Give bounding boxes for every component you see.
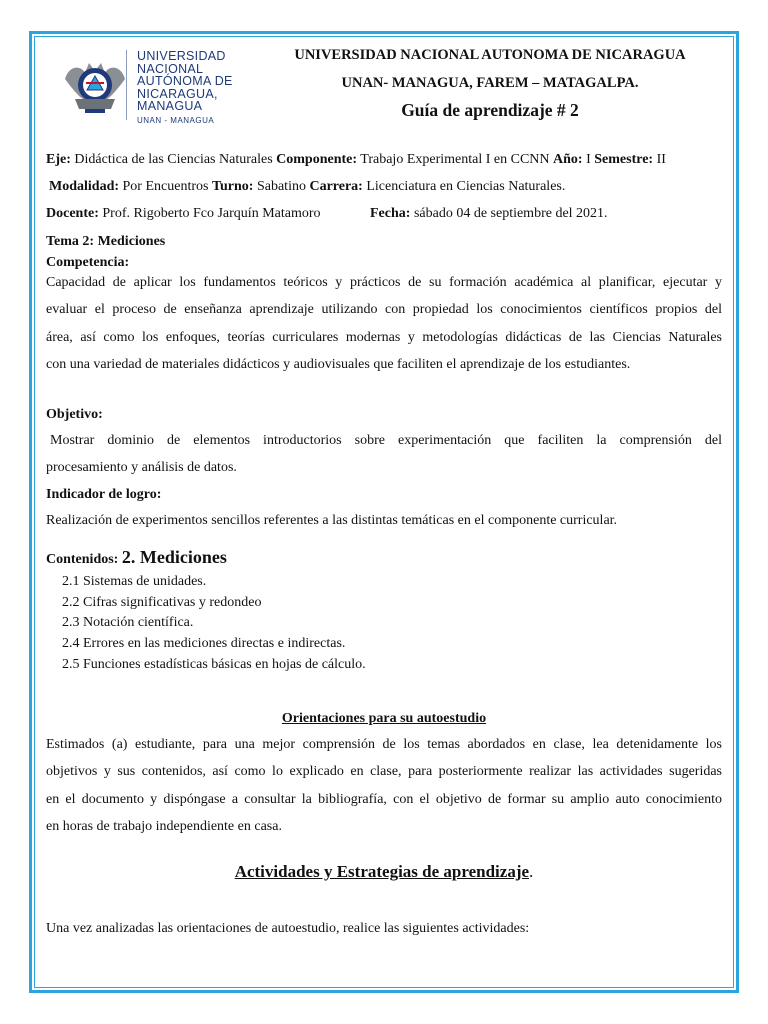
logo-line-5: MANAGUA xyxy=(137,99,203,113)
semestre-label: Semestre: xyxy=(594,152,654,167)
objetivo-paragraph xyxy=(46,427,722,482)
turno-label: Turno: xyxy=(211,179,254,194)
modalidad-value: Por Encuentros xyxy=(119,179,212,194)
competencia-label: Competencia: xyxy=(46,255,130,270)
logo-line-4: NICARAGUA, xyxy=(137,86,218,101)
componente-label: Componente: xyxy=(276,152,358,167)
orientaciones-title: Orientaciones para su autoestudio xyxy=(281,711,487,726)
competencia-line-2: evaluar el proceso de enseñanza aprendizaje utilizando con propiedad los conocimientos científicos propios del xyxy=(46,302,722,318)
competencia-paragraph xyxy=(46,269,722,378)
indicador-text: Realización de experimentos sencillos referentes a las distintas temáticas en el componente curricular. xyxy=(46,513,618,528)
competencia-line-3: área, así como los enfoques, teorías curriculares modernas y metodologías didácticas de las Ciencias Naturales xyxy=(46,329,722,345)
logo-line-3: AUTÓNOMA DE xyxy=(137,74,233,88)
contenidos-heading xyxy=(46,547,227,568)
meta-line-2 xyxy=(49,179,565,195)
actividades-title: Actividades y Estrategias de aprendizaje xyxy=(234,862,530,881)
objetivo-line-2: procesamiento y análisis de datos. xyxy=(46,460,237,476)
competencia-line-1: Capacidad de aplicar los fundamentos teóricos y prácticos de su formación académica al planificar, ejecutar y xyxy=(46,275,722,290)
competencia-line-4: con una variedad de materiales didácticos y audiovisuales que faciliten el aprendizaje de los estudiantes. xyxy=(46,356,631,372)
orientaciones-line-1: Estimados (a) estudiante, para una mejor comprensión de los temas abordados en clase, lea detenidamente los xyxy=(46,737,722,752)
turno-value: Sabatino xyxy=(253,179,310,194)
objetivo-label: Objetivo: xyxy=(46,407,103,422)
university-wordmark xyxy=(137,50,233,125)
eje-value: Didáctica de las Ciencias Naturales xyxy=(70,152,277,167)
semestre-value: II xyxy=(653,152,666,167)
indicador-heading xyxy=(46,487,161,503)
docente-value: Prof. Rigoberto Fco Jarquín Matamoro xyxy=(98,206,321,221)
carrera-value: Licenciatura en Ciencias Naturales. xyxy=(362,179,566,194)
contenido-item-3: 2.3 Notación científica. xyxy=(62,615,194,630)
logo-divider xyxy=(126,50,127,120)
tema-heading xyxy=(46,234,165,250)
contenido-item-5: 2.5 Funciones estadísticas básicas en hojas de cálculo. xyxy=(62,657,366,672)
fecha-value: sábado 04 de septiembre del 2021. xyxy=(410,206,608,221)
modalidad-label: Modalidad: xyxy=(49,179,120,194)
orientaciones-paragraph xyxy=(46,731,722,840)
meta-line-3 xyxy=(46,206,321,222)
objetivo-line-1: Mostrar dominio de elementos introductorios sobre experimentación que faciliten la comprensión del xyxy=(50,433,722,448)
contenidos-label: Contenidos: xyxy=(46,552,119,567)
anio-value: I xyxy=(582,152,595,167)
contenidos-title: 2. Mediciones xyxy=(121,547,227,567)
orientaciones-line-2: objetivos y sus contenidos, así como lo explicado en clase, para posteriormente realizar las actividades sugeridas xyxy=(46,764,722,780)
header-guide-title: Guía de aprendizaje # 2 xyxy=(401,100,579,120)
logo-line-1: UNIVERSIDAD xyxy=(137,49,226,63)
meta-fecha xyxy=(370,206,608,222)
header-faculty: UNAN- MANAGUA, FAREM – MATAGALPA. xyxy=(341,75,639,91)
header-university: UNIVERSIDAD NACIONAL AUTONOMA DE NICARAGUA xyxy=(294,47,686,63)
contenido-item-1: 2.1 Sistemas de unidades. xyxy=(62,574,207,589)
objetivo-heading xyxy=(46,407,103,423)
eje-label: Eje: xyxy=(46,152,71,167)
fecha-label: Fecha: xyxy=(370,206,411,221)
logo-subtitle: UNAN - MANAGUA xyxy=(137,115,215,125)
contenido-item-4: 2.4 Errores en las mediciones directas e indirectas. xyxy=(62,636,346,651)
carrera-label: Carrera: xyxy=(309,179,363,194)
orientaciones-line-4: en horas de trabajo independiente en casa. xyxy=(46,818,282,834)
anio-label: Año: xyxy=(553,152,583,167)
orientaciones-line-3: en el documento y dispóngase a consultar la bibliografía, con el objetivo de formar su amplio auto conocimiento xyxy=(46,791,722,807)
tema-text: Tema 2: Mediciones xyxy=(46,234,166,249)
logo-line-2: NACIONAL xyxy=(137,61,204,76)
indicador-label: Indicador de logro: xyxy=(46,487,162,502)
actividades-period: . xyxy=(529,862,534,881)
meta-line-1 xyxy=(46,152,666,168)
contenido-item-2: 2.2 Cifras significativas y redondeo xyxy=(62,595,262,610)
componente-value: Trabajo Experimental I en CCNN xyxy=(357,152,554,167)
actividades-intro: Una vez analizadas las orientaciones de autoestudio, realice las siguientes actividades: xyxy=(46,921,530,936)
actividades-heading xyxy=(34,862,734,882)
docente-label: Docente: xyxy=(46,206,99,221)
